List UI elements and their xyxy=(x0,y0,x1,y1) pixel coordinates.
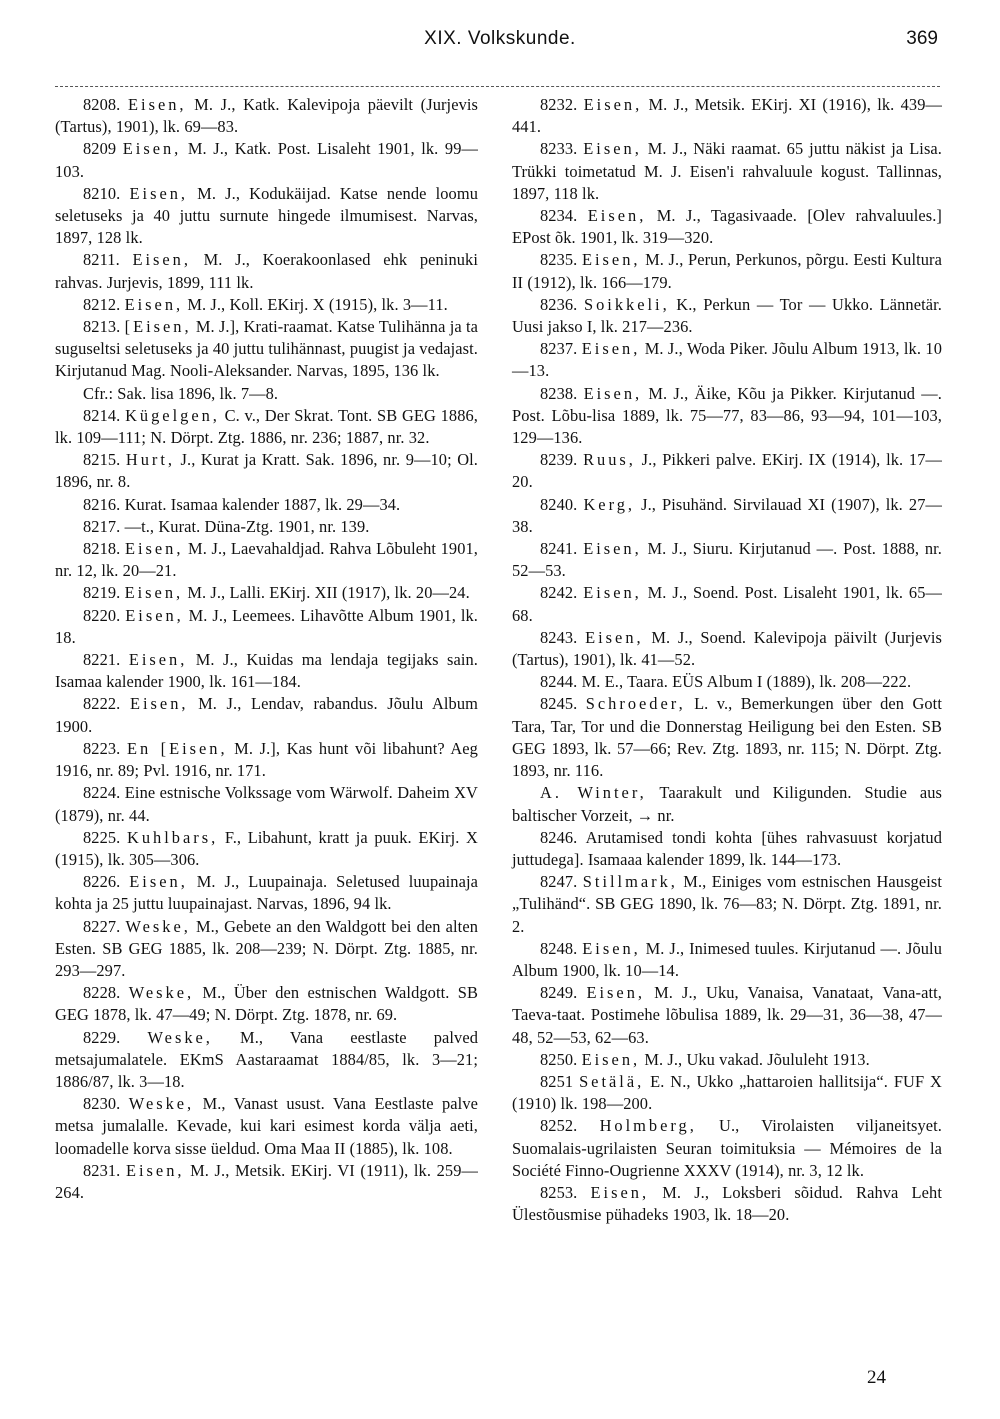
bibliography-entry xyxy=(55,582,478,604)
entry-text: M., Über den estnischen Waldgott. SB GEG 1878, lk. 47—49; N. Dörpt. Ztg. 1878, nr. 69. xyxy=(55,983,479,1025)
entry-number: 8225. xyxy=(83,827,121,847)
bibliography-entry xyxy=(512,871,942,938)
entry-author: Eisen, xyxy=(583,383,643,403)
entry-number: 8221. xyxy=(83,650,121,670)
entry-author: Eisen, xyxy=(583,583,642,603)
bibliography-entry xyxy=(512,1049,942,1071)
entry-author: Eisen, xyxy=(581,250,641,270)
entry-author: Eisen, xyxy=(124,583,184,603)
entry-author: Eisen, xyxy=(583,95,643,114)
entry-number: 8236. xyxy=(540,294,578,314)
bibliography-entry xyxy=(512,671,942,693)
entry-number: 8216. xyxy=(83,494,121,514)
entry-number: 8229. xyxy=(83,1027,121,1047)
entry-author: Eisen, xyxy=(581,1049,641,1069)
entry-author: Eisen, xyxy=(129,872,188,892)
entry-author: Eisen, xyxy=(585,627,644,647)
bibliography-entry xyxy=(512,449,942,493)
entry-number: 8249. xyxy=(540,983,578,1003)
entry-number: 8208. xyxy=(83,95,121,114)
bibliography-entry xyxy=(55,605,478,649)
bibliography-entry xyxy=(55,405,478,449)
entry-author: Eisen, xyxy=(122,139,182,159)
entry-author: Eisen, xyxy=(590,1182,650,1202)
bibliography-entry xyxy=(512,294,942,338)
entry-author: Eisen, xyxy=(132,250,191,270)
entry-author: Weske, xyxy=(128,983,195,1003)
entry-text: J., Kurat ja Kratt. Sak. 1896, nr. 9—10; Ol. 1896, nr. 8. xyxy=(55,450,479,492)
entry-number: 8239. xyxy=(540,450,578,470)
entry-number: 8234. xyxy=(540,206,578,226)
bibliography-entry xyxy=(512,94,942,138)
entry-text: M. J., Siuru. Kirjutanud —. Post. 1888, nr. 52—53. xyxy=(512,539,943,581)
bibliography-entry xyxy=(512,938,942,982)
entry-text: M. J., Laevahaldjad. Rahva Lõbuleht 1901, nr. 12, lk. 20—21. xyxy=(55,539,478,581)
entry-text: M. J., Perun, Perkunos, põrgu. Eesti Kultura II (1912), lk. 166—179. xyxy=(512,250,942,292)
entry-text: Kurat. Isamaa kalender 1887, lk. 29—34. xyxy=(124,494,401,514)
bibliography-entry xyxy=(55,294,478,316)
entry-text: Arutamised tondi kohta [ühes rahvasuust korjatud juttudega]. Isamaaa kalender 1899, lk. 144—173. xyxy=(512,827,943,869)
entry-author: Ruus, xyxy=(583,450,636,470)
bibliography-entry xyxy=(55,94,478,138)
entry-number: 8243. xyxy=(540,627,578,647)
entry-author: Weske, xyxy=(128,1094,195,1114)
bibliography-entry xyxy=(55,871,478,915)
entry-text: M. J.], Kas hunt või libahunt? Aeg 1916, nr. 89; Pvl. 1916, nr. 171. xyxy=(55,738,478,781)
entry-text: M. J., Metsik. EKirj. VI (1911), lk. 259—264. xyxy=(55,1160,478,1202)
entry-text: J., Pisuhänd. Sirvilauad XI (1907), lk. 27—38. xyxy=(512,494,942,536)
entry-text: Eine estnische Volkssage vom Wärwolf. Daheim XV (1879), nr. 44. xyxy=(55,783,478,825)
bibliography-entry xyxy=(512,338,942,382)
entry-author: Eisen, xyxy=(129,183,189,203)
entry-number: 8244. xyxy=(540,672,578,692)
entry-text: M. J., Uku vakad. Jõululeht 1913. xyxy=(644,1049,870,1069)
entry-text: U., Virolaisten viljaneitsyet. Suomalais-ugrilaisten Seuran toimituksia — Mémoires de la Société Finno-Ougrienne XXXV (1914), nr. 3, 12 lk. xyxy=(512,1116,942,1180)
entry-author: Weske, xyxy=(125,916,191,936)
bibliography-entry xyxy=(55,1027,478,1094)
entry-text: M. J., Katk. Post. Lisaleht 1901, lk. 99—103. xyxy=(55,139,478,181)
running-title: XIX. Volkskunde. xyxy=(424,28,576,49)
bibliography-entry xyxy=(55,316,478,383)
entry-number: 8245. xyxy=(540,694,578,714)
entry-number: 8217. xyxy=(83,516,121,536)
entry-number: 8212. xyxy=(83,294,121,314)
entry-text: K., Perkun — Tor — Ukko. Lännetär. Uusi jakso I, lk. 217—236. xyxy=(512,294,942,337)
entry-text: M. J., Lendav, rabandus. Jõulu Album 1900. xyxy=(55,694,478,736)
entry-number: 8219. xyxy=(83,583,121,603)
bibliography-entry xyxy=(55,449,478,493)
entry-text: M. J., Luupainaja. Seletused luupainaja kohta ja 25 juttu luupainajast. Narvas, 1896, 94 lk. xyxy=(55,872,478,914)
bibliography-entry xyxy=(55,249,478,293)
entry-number: 8215. xyxy=(83,450,121,470)
entry-author: Eisen, xyxy=(125,1160,185,1180)
entry-text: M. J., Kodukäijad. Katse nende loomu seletuseks ja 40 juttu surnute hingede ilmumisest. Narvas, 1897, 128 lk. xyxy=(55,183,479,248)
entry-text: M. J.], Krati-raamat. Katse Tulihänna ja ta suguseltsi seletuseks ja 40 juttu tulihännast, puugist ja vedajast. Kirjutanud Mag. Nooli-Aleksander. Narvas, 1895, 136 lk. xyxy=(55,317,478,381)
entry-author: Eisen, xyxy=(128,95,187,114)
entry-number: 8213. xyxy=(83,317,121,337)
entry-text: M. J., Lalli. EKirj. XII (1917), lk. 20—24. xyxy=(187,583,470,603)
entry-author: Eisen, xyxy=(583,539,642,559)
entry-author: En [Eisen, xyxy=(126,738,228,758)
entry-text: M., Vanast usust. Vana Eestlaste palve metsa jumalalle. Kevade, kui kari esimest korda välja aeti, loomadelle korva sisse üeldud. Oma Maa II (1885), lk. 108. xyxy=(55,1094,478,1158)
right-column xyxy=(512,94,942,1226)
entry-number: 8253. xyxy=(540,1182,578,1202)
entry-text: M. J., Loksberi sõidud. Rahva Leht Ülestõusmise pühadeks 1903, lk. 18—20. xyxy=(512,1182,942,1225)
entry-number: 8226. xyxy=(83,872,121,892)
entry-author: Stillmark, xyxy=(582,872,678,892)
header-rule xyxy=(55,86,940,87)
bibliography-entry xyxy=(55,738,478,782)
entry-number: 8252. xyxy=(540,1116,578,1136)
entry-text: M. J., Soend. Kalevipoja päivilt (Jurjevis (Tartus), 1901), lk. 41—52. xyxy=(512,627,943,670)
bibliography-entry xyxy=(512,782,942,826)
bibliography-entry xyxy=(55,982,478,1026)
entry-number: 8210. xyxy=(83,183,121,203)
entry-number: 8246. xyxy=(540,827,578,847)
entry-text: J., Pikkeri palve. EKirj. IX (1914), lk. 17—20. xyxy=(512,450,943,492)
entry-number: 8232. xyxy=(540,95,578,114)
bibliography-entry xyxy=(55,494,478,516)
bibliography-entry xyxy=(512,383,942,450)
entry-number: 8241. xyxy=(540,539,578,559)
bibliography-entry xyxy=(55,516,478,538)
entry-author: Schroeder, xyxy=(585,694,686,714)
entry-author: A. Winter, xyxy=(540,783,647,803)
bibliography-entry xyxy=(512,538,942,582)
entry-text: M. J., Soend. Post. Lisaleht 1901, lk. 65—68. xyxy=(512,583,943,625)
entry-author: Eisen, xyxy=(583,139,642,159)
bibliography-entry xyxy=(512,1071,942,1115)
bibliography-entry xyxy=(512,494,942,538)
bibliography-entry xyxy=(512,1182,942,1226)
entry-number: 8248. xyxy=(540,938,578,958)
entry-author: Kerg, xyxy=(583,494,636,514)
bibliography-entry xyxy=(55,649,478,693)
entry-author: Eisen, xyxy=(582,938,641,958)
bibliography-entry xyxy=(512,249,942,293)
left-column xyxy=(55,94,478,1204)
entry-text: M., Vana eestlaste palved metsajumalatele. EKmS Aastaraamat 1884/85, lk. 3—21; 1886/87, lk. 3—18. xyxy=(55,1027,479,1091)
entry-text: Taarakult und Kiligunden. Studie aus baltischer Vorzeit, → nr. xyxy=(512,783,943,825)
entry-text: M. J., Woda Piker. Jõulu Album 1913, lk. 10—13. xyxy=(512,339,943,381)
bibliography-entry xyxy=(55,1160,478,1204)
entry-author: Setälä, xyxy=(579,1071,645,1091)
entry-text: M., Einiges vom estnischen Hausgeist „Tulihänd“. SB GEG 1890, lk. 76—83; N. Dörpt. Ztg. 1891, nr. 2. xyxy=(512,872,943,936)
bibliography-entry xyxy=(512,582,942,626)
entry-author: Kügelgen, xyxy=(125,405,220,425)
entry-number: 8235. xyxy=(540,250,578,270)
entry-number: 8250. xyxy=(540,1049,578,1069)
entry-number: 8223. xyxy=(83,738,121,758)
entry-author: Weske, xyxy=(147,1027,213,1047)
entry-number: 8238. xyxy=(540,383,578,403)
bibliography-entry xyxy=(55,383,478,405)
page-number: 369 xyxy=(906,28,938,49)
entry-number: 8227. xyxy=(83,916,121,936)
page-header xyxy=(0,26,1000,66)
entry-text: M. J., Uku, Vanaisa, Vanataat, Vana-att, Taeva-taat. Postimehe lõbulisa 1889, lk. 29—31, 36—38, 47—48, 52—53, 62—63. xyxy=(512,983,942,1047)
entry-text: M. J., Leemees. Lihavõtte Album 1901, lk. 18. xyxy=(55,605,478,647)
bibliography-entry xyxy=(512,693,942,782)
entry-author: Eisen, xyxy=(128,650,188,670)
entry-number: 8220. xyxy=(83,605,121,625)
entry-author: Hurt, xyxy=(125,450,176,470)
entry-number: 8242. xyxy=(540,583,578,603)
entry-text: Cfr.: Sak. lisa 1896, lk. 7—8. xyxy=(83,383,279,403)
bibliography-entry xyxy=(55,916,478,983)
entry-author: Eisen, xyxy=(124,539,184,559)
entry-text: M. J., Näki raamat. 65 juttu näkist ja Lisa. Trükki toimetatud M. J. Eisen'i rahvaluule kogust. Tallinnas, 1897, 118 lk. xyxy=(512,139,943,203)
entry-text: C. v., Der Skrat. Tont. SB GEG 1886, lk. 109—111; N. Dörpt. Ztg. 1886, nr. 236; 1887, nr. 32. xyxy=(55,405,478,448)
entry-text: M. J., Metsik. EKirj. XI (1916), lk. 439—441. xyxy=(512,95,942,137)
entry-author: Eisen, xyxy=(587,206,647,226)
entry-text: M. J., Kuidas ma lendaja tegijaks sain. Isamaa kalender 1900, lk. 161—184. xyxy=(55,650,479,692)
bibliography-entry xyxy=(55,538,478,582)
entry-author: [Eisen, xyxy=(124,317,192,337)
bibliography-entry xyxy=(55,138,478,182)
bibliography-entry xyxy=(512,982,942,1049)
entry-number: 8231. xyxy=(83,1160,121,1180)
entry-number: 8211. xyxy=(83,250,120,270)
entry-text: E. N., Ukko „hattaroien hallitsija“. FUF X (1910) lk. 198—200. xyxy=(512,1071,942,1114)
entry-text: M. J., Inimesed tuules. Kirjutanud —. Jõulu Album 1900, lk. 10—14. xyxy=(512,938,943,980)
entry-author: Eisen, xyxy=(586,983,645,1003)
entry-author: Eisen, xyxy=(124,294,184,314)
bibliography-entry xyxy=(512,1115,942,1182)
bibliography-entry xyxy=(55,1093,478,1160)
entry-author: Eisen, xyxy=(125,605,184,625)
entry-text: L. v., Bemerkungen über den Gott Tara, Tar, Tor und die Donnerstag Heiligung bei den Esten. SB GEG 1893, lk. 57—66; Rev. Ztg. 1893, nr. 115; N. Dörpt. Ztg. 1893, nr. 116. xyxy=(512,694,942,781)
entry-text: F., Libahunt, kratt ja puuk. EKirj. X (1915), lk. 305—306. xyxy=(55,827,478,869)
entry-author: Holmberg, xyxy=(599,1116,697,1136)
bibliography-entry xyxy=(512,205,942,249)
entry-number: 8251 xyxy=(540,1071,574,1091)
entry-text: M. J., Katk. Kalevipoja päevilt (Jurjevis (Tartus), 1901), lk. 69—83. xyxy=(55,95,479,137)
entry-number: 8230. xyxy=(83,1094,121,1114)
bibliography-entry xyxy=(55,827,478,871)
entry-number: 8222. xyxy=(83,694,121,714)
bibliography-entry xyxy=(512,627,942,671)
entry-number: 8209 xyxy=(83,139,117,159)
entry-author: Eisen, xyxy=(129,694,189,714)
entry-number: 8224. xyxy=(83,783,121,803)
entry-text: M., Gebete an den Waldgott bei den alten Esten. SB GEG 1885, lk. 208—239; N. Dörpt. Ztg. 1885, nr. 293—297. xyxy=(55,916,478,980)
entry-text: M. J., Äike, Kõu ja Pikker. Kirjutanud —. Post. Lõbu-lisa 1889, lk. 75—77, 83—86, 93—94, 101—103, 129—136. xyxy=(512,383,942,448)
entry-number: 8214. xyxy=(83,405,121,425)
entry-number: 8237. xyxy=(540,339,578,359)
entry-author: Soikkeli, xyxy=(583,294,670,314)
entry-text: M. J., Koll. EKirj. X (1915), lk. 3—11. xyxy=(187,294,448,314)
bibliography-entry xyxy=(55,693,478,737)
signature-mark: 24 xyxy=(867,1367,886,1388)
entry-text: M. J., Tagasivaade. [Olev rahvaluules.] EPost õk. 1901, lk. 319—320. xyxy=(512,206,942,248)
entry-author: Eisen, xyxy=(581,339,641,359)
entry-number: 8228. xyxy=(83,983,121,1003)
bibliography-entry xyxy=(55,183,478,250)
entry-author: Kuhlbars, xyxy=(127,827,219,847)
entry-text: M. E., Taara. EÜS Album I (1889), lk. 208—222. xyxy=(581,672,912,692)
bibliography-entry xyxy=(55,782,478,826)
entry-number: 8247. xyxy=(540,872,578,892)
entry-text: M. J., Koerakoonlased ehk peninuki rahvas. Jurjevis, 1899, 111 lk. xyxy=(55,250,478,292)
bibliography-entry xyxy=(512,138,942,205)
entry-number: 8240. xyxy=(540,494,578,514)
entry-number: 8233. xyxy=(540,139,578,159)
bibliography-entry xyxy=(512,827,942,871)
entry-text: —t., Kurat. Düna-Ztg. 1901, nr. 139. xyxy=(124,516,370,536)
entry-number: 8218. xyxy=(83,539,121,559)
